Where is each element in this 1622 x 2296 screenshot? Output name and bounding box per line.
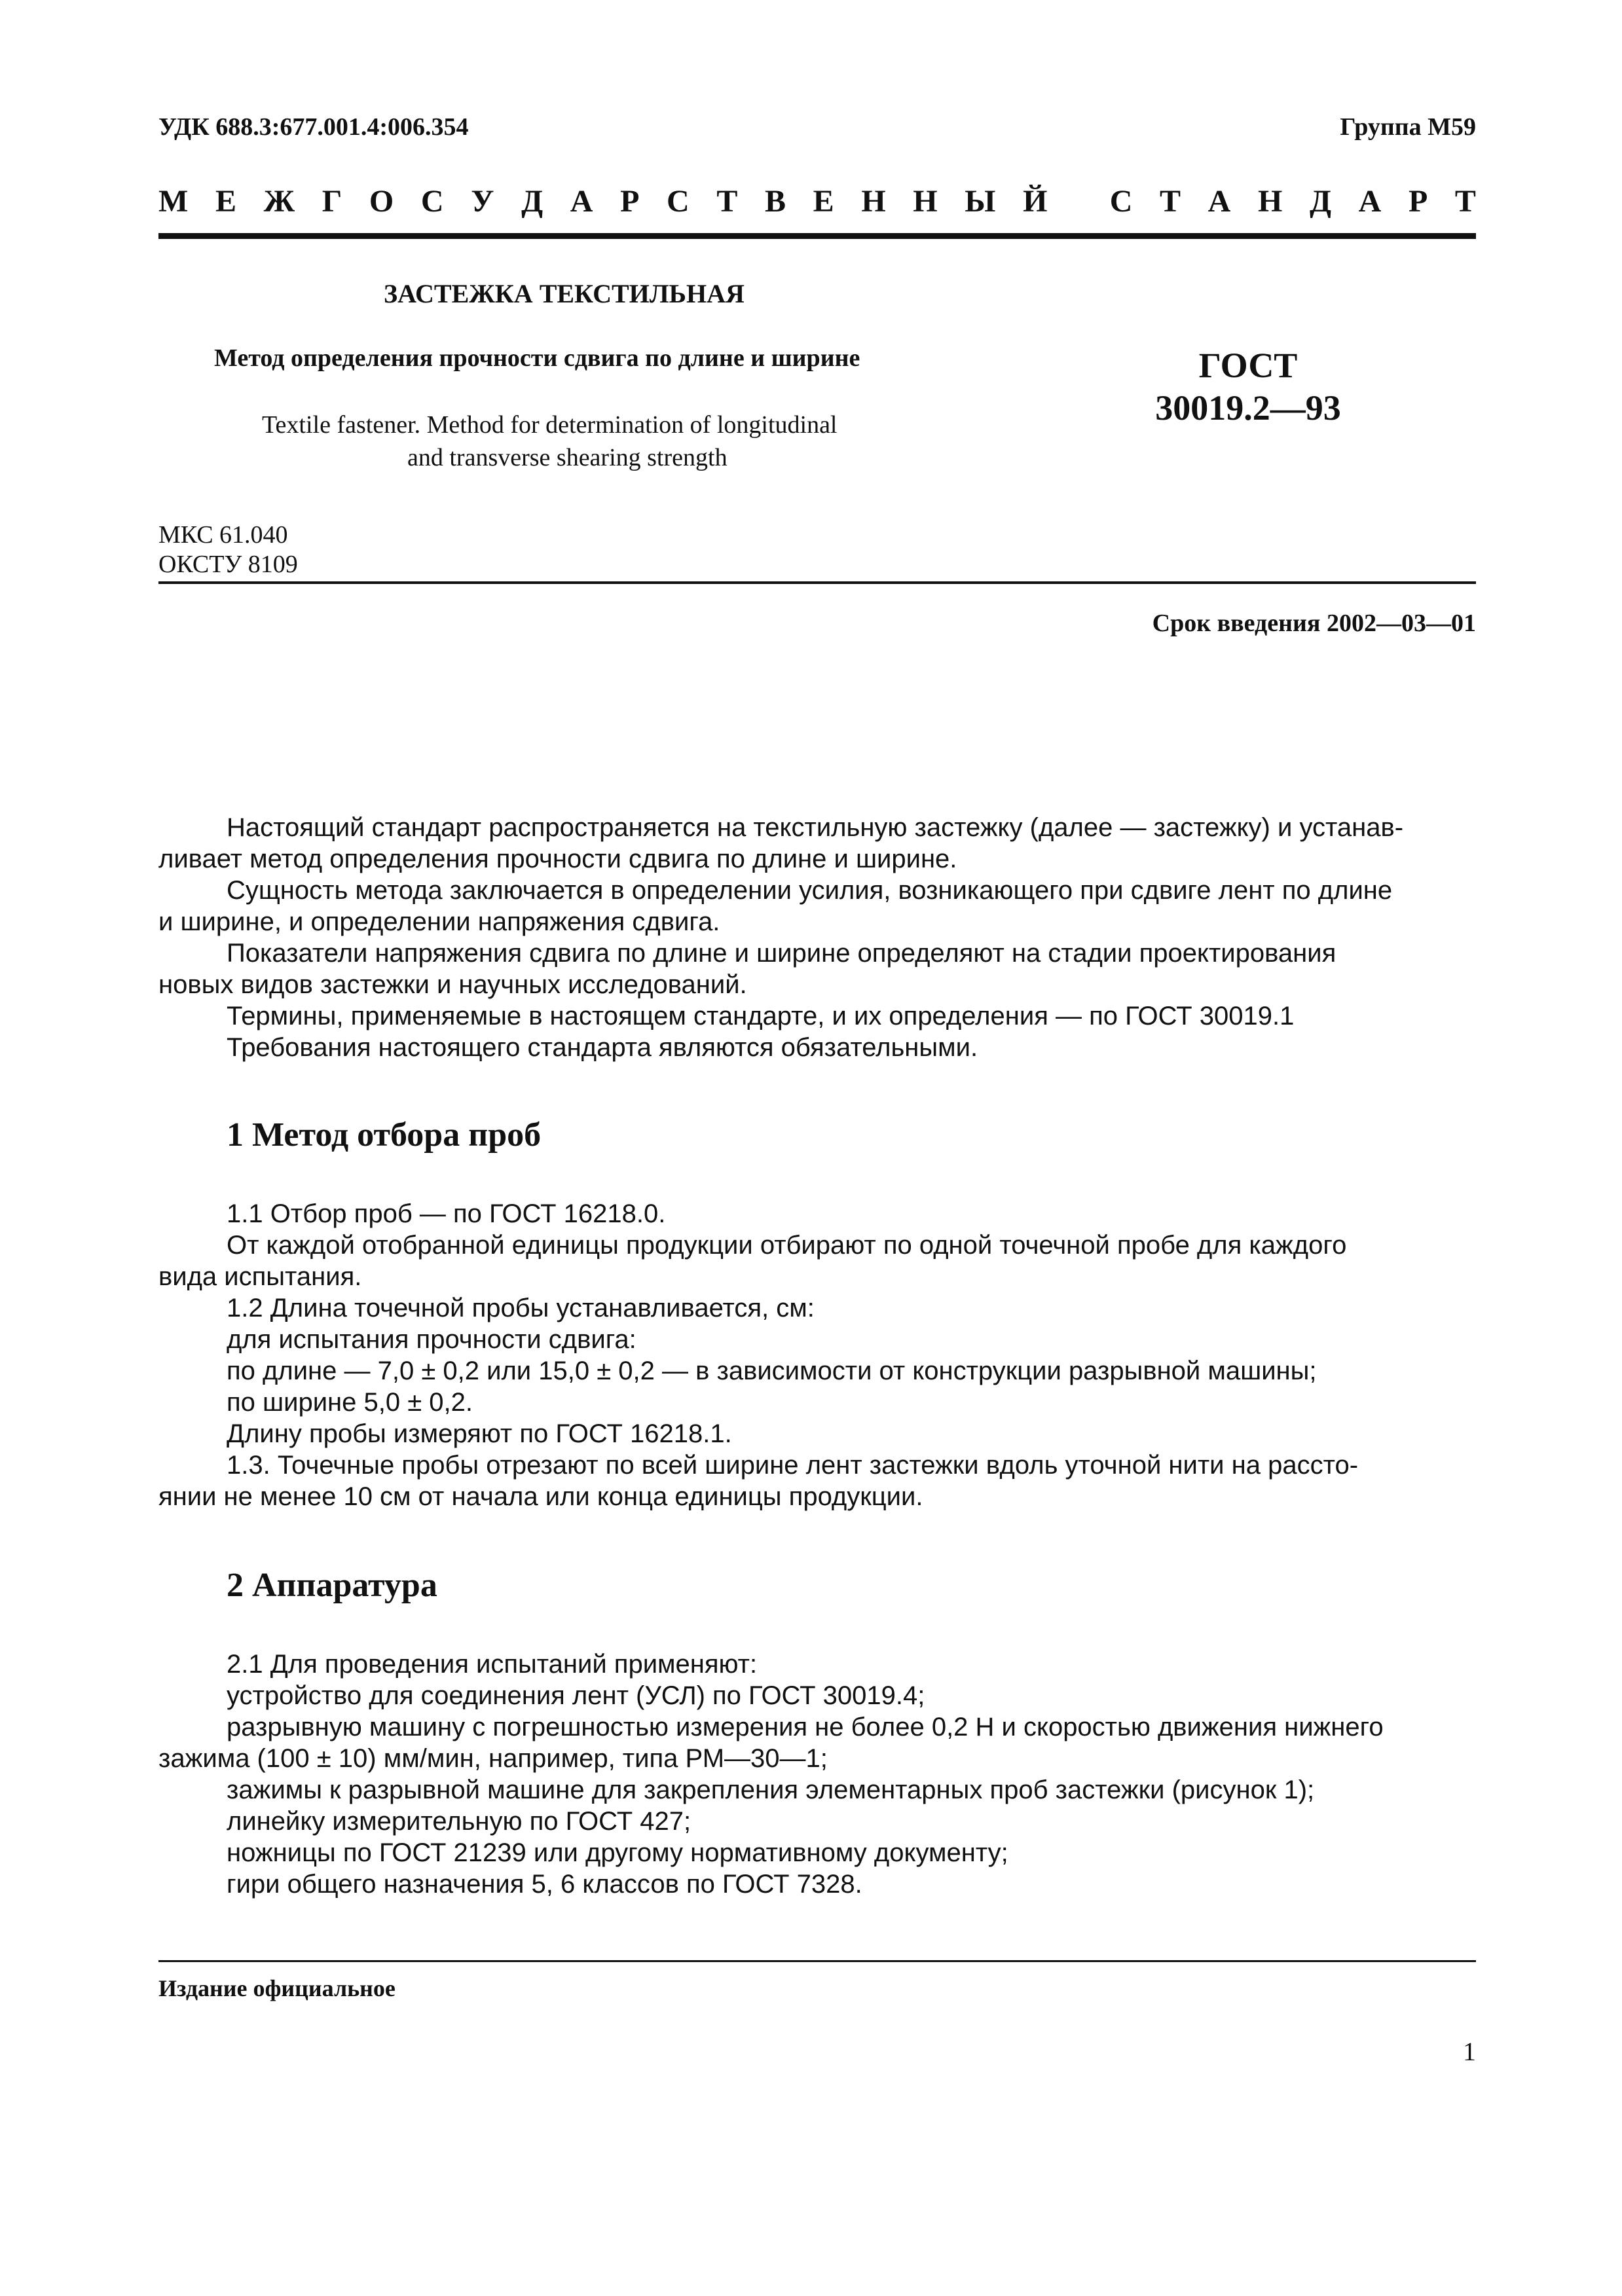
interstate-standard-banner	[158, 183, 1476, 219]
section1-line: 1.2 Длина точечной пробы устанавливается, см:	[227, 1294, 815, 1322]
gost-number: 30019.2—93	[1155, 388, 1341, 428]
section1-line: по длине — 7,0 ± 0,2 или 15,0 ± 0,2 — в зависимости от конструкции разрывной машины;	[227, 1357, 1317, 1385]
intro-text: Показатели напряжения сдвига по длине и ширине определяют на стадии проектирования	[227, 939, 1336, 968]
banner-letter: Т	[1160, 184, 1181, 219]
section2-line	[158, 1711, 1476, 1743]
section1-text: От каждой отобранной единицы продукции отбирают по одной точечной пробе для каждого	[227, 1231, 1347, 1260]
section1-line: для испытания прочности сдвига:	[227, 1325, 636, 1354]
banner-letter: Н	[913, 184, 938, 219]
intro-p2-line1	[158, 875, 1476, 906]
intro-p3-line2: новых видов застежки и научных исследований.	[158, 970, 747, 999]
section1-line	[158, 1449, 1476, 1481]
intro-p1-line2: ливает метод определения прочности сдвига по длине и ширине.	[158, 845, 957, 873]
banner-letter: Р	[620, 184, 640, 219]
english-title-line1: Textile fastener. Method for determination of longitudinal	[262, 411, 838, 439]
section1-line	[158, 1230, 1476, 1261]
english-title-line2: and transverse shearing strength	[407, 444, 728, 471]
banner-letter: Т	[716, 184, 738, 219]
banner-letter: Н	[1257, 184, 1283, 219]
okstu-code: ОКСТУ 8109	[158, 551, 298, 578]
intro-p5: Требования настоящего стандарта являются обязательными.	[227, 1033, 978, 1062]
footer-rule	[158, 1960, 1476, 1962]
section2-line: зажима (100 ± 10) мм/мин, например, типа РМ—30—1;	[158, 1744, 828, 1773]
section2-text: разрывную машину с погрешностью измерения не более 0,2 Н и скоростью движения нижнего	[227, 1713, 1384, 1741]
group-code: Группа М59	[1340, 113, 1476, 141]
banner-letter: А	[570, 184, 593, 219]
banner-letter: Ы	[965, 184, 996, 219]
section1-text: 1.3. Точечные пробы отрезают по всей ширине лент застежки вдоль уточной нити на рассто-	[227, 1451, 1359, 1480]
section2-line: ножницы по ГОСТ 21239 или другому нормативному документу;	[227, 1838, 1008, 1867]
official-edition-label: Издание официальное	[158, 1975, 396, 2001]
banner-gap	[1075, 183, 1082, 219]
banner-letter: У	[471, 184, 494, 219]
banner-letter: С	[420, 184, 444, 219]
banner-letter: В	[765, 184, 786, 219]
banner-letter: Д	[521, 184, 544, 219]
section2-line: зажимы к разрывной машине для закрепления элементарных проб застежки (рисунок 1);	[227, 1776, 1315, 1804]
section1-line: вида испытания.	[158, 1262, 362, 1291]
section1-heading: 1 Метод отбора проб	[227, 1116, 542, 1154]
intro-p4: Термины, применяемые в настоящем стандарте, и их определения — по ГОСТ 30019.1	[227, 1002, 1295, 1030]
banner-letter: Н	[861, 184, 886, 219]
section1-line: янии не менее 10 см от начала или конца единицы продукции.	[158, 1482, 923, 1511]
effective-date: Срок введения 2002—03—01	[1152, 610, 1476, 637]
section2-heading: 2 Аппаратура	[227, 1567, 437, 1604]
section2-line: 2.1 Для проведения испытаний применяют:	[227, 1650, 758, 1679]
banner-letter: М	[158, 184, 189, 219]
banner-letter: А	[1358, 184, 1382, 219]
banner-letter: Е	[215, 184, 236, 219]
banner-letter: Т	[1454, 184, 1476, 219]
banner-letter: Е	[813, 184, 834, 219]
banner-letter: Ж	[263, 184, 295, 219]
banner-letter: Д	[1309, 184, 1331, 219]
banner-letter: Г	[322, 184, 342, 219]
banner-rule	[158, 233, 1476, 239]
mks-code: МКС 61.040	[158, 521, 288, 549]
banner-letter: А	[1207, 184, 1231, 219]
banner-letter: Р	[1408, 184, 1428, 219]
intro-p3-line1	[158, 938, 1476, 969]
section2-line: линейку измерительную по ГОСТ 427;	[227, 1807, 691, 1836]
section2-line: гири общего назначения 5, 6 классов по ГОСТ 7328.	[227, 1870, 862, 1899]
intro-text: Настоящий стандарт распространяется на текстильную застежку (далее — застежку) и устанав-	[227, 813, 1404, 842]
document-subtitle: Метод определения прочности сдвига по длине и ширине	[214, 344, 860, 372]
intro-p2-line2: и ширине, и определении напряжения сдвига.	[158, 907, 720, 936]
classifier-rule	[158, 581, 1476, 584]
udk-code: УДК 688.3:677.001.4:006.354	[158, 113, 469, 141]
banner-letter: С	[1109, 184, 1133, 219]
banner-letter: О	[369, 184, 394, 219]
document-title: ЗАСТЕЖКА ТЕКСТИЛЬНАЯ	[384, 279, 745, 308]
section1-line: Длину пробы измеряют по ГОСТ 16218.1.	[227, 1419, 732, 1448]
intro-text: Сущность метода заключается в определении усилия, возникающего при сдвиге лент по длине	[227, 876, 1393, 905]
intro-p1-line1	[158, 812, 1476, 843]
section1-line: 1.1 Отбор проб — по ГОСТ 16218.0.	[227, 1199, 666, 1228]
section1-line: по ширине 5,0 ± 0,2.	[227, 1388, 473, 1417]
section2-line: устройство для соединения лент (УСЛ) по ГОСТ 30019.4;	[227, 1681, 925, 1710]
page-number: 1	[1463, 2037, 1476, 2066]
banner-letter: Й	[1023, 184, 1048, 219]
gost-label: ГОСТ	[1198, 346, 1298, 385]
banner-letter: С	[667, 184, 690, 219]
